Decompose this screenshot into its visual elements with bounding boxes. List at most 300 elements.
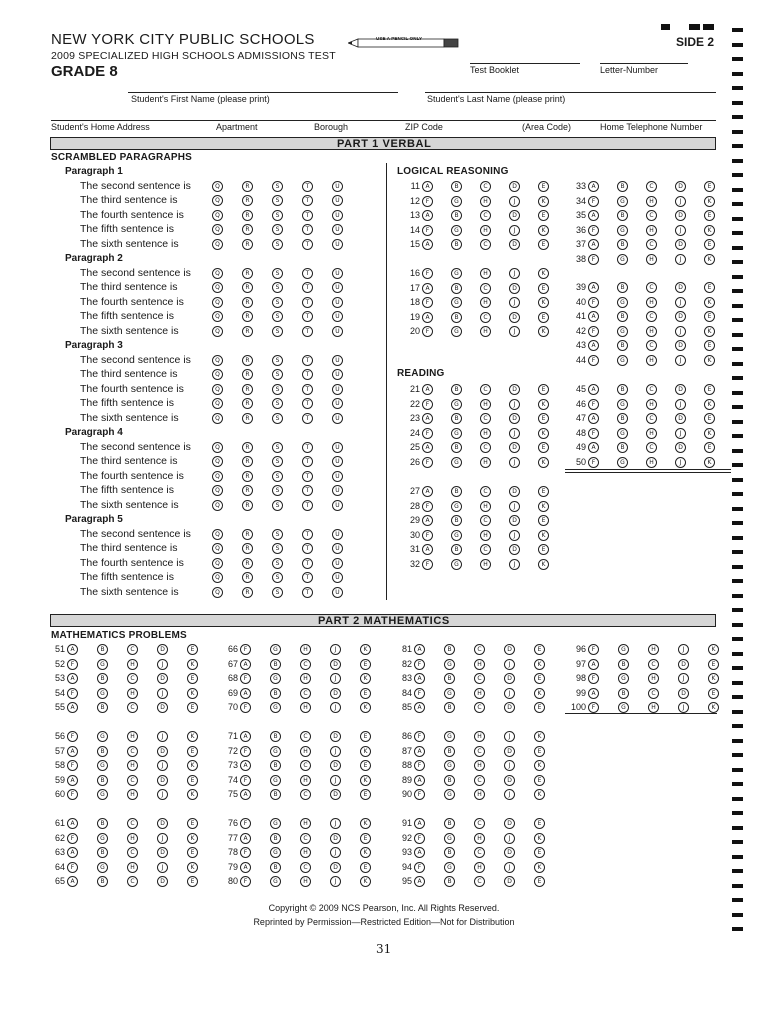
answer-bubble-b[interactable]: B bbox=[451, 486, 462, 497]
answer-bubble-f[interactable]: F bbox=[414, 789, 425, 800]
answer-bubble-h[interactable]: H bbox=[480, 530, 491, 541]
answer-bubble-e[interactable]: E bbox=[360, 789, 371, 800]
answer-bubble-h[interactable]: H bbox=[474, 731, 485, 742]
answer-bubble-k[interactable]: K bbox=[534, 688, 545, 699]
answer-bubble-f[interactable]: F bbox=[414, 731, 425, 742]
answer-bubble-g[interactable]: G bbox=[444, 760, 455, 771]
answer-bubble-g[interactable]: G bbox=[270, 818, 281, 829]
answer-bubble-d[interactable]: D bbox=[504, 818, 515, 829]
answer-bubble-c[interactable]: C bbox=[480, 486, 491, 497]
answer-bubble-q[interactable]: Q bbox=[212, 282, 223, 293]
answer-bubble-q[interactable]: Q bbox=[212, 398, 223, 409]
answer-bubble-h[interactable]: H bbox=[300, 673, 311, 684]
answer-bubble-g[interactable]: G bbox=[97, 862, 108, 873]
answer-bubble-f[interactable]: F bbox=[422, 297, 433, 308]
answer-bubble-a[interactable]: A bbox=[422, 486, 433, 497]
answer-bubble-d[interactable]: D bbox=[509, 239, 520, 250]
answer-bubble-c[interactable]: C bbox=[300, 760, 311, 771]
answer-bubble-q[interactable]: Q bbox=[212, 326, 223, 337]
answer-bubble-r[interactable]: R bbox=[242, 311, 253, 322]
answer-bubble-e[interactable]: E bbox=[534, 746, 545, 757]
answer-bubble-c[interactable]: C bbox=[474, 876, 485, 887]
answer-bubble-q[interactable]: Q bbox=[212, 369, 223, 380]
answer-bubble-t[interactable]: T bbox=[302, 282, 313, 293]
answer-bubble-e[interactable]: E bbox=[360, 731, 371, 742]
answer-bubble-u[interactable]: U bbox=[332, 485, 343, 496]
answer-bubble-k[interactable]: K bbox=[534, 731, 545, 742]
answer-bubble-d[interactable]: D bbox=[504, 775, 515, 786]
answer-bubble-t[interactable]: T bbox=[302, 456, 313, 467]
answer-bubble-c[interactable]: C bbox=[474, 847, 485, 858]
answer-bubble-e[interactable]: E bbox=[360, 760, 371, 771]
answer-bubble-f[interactable]: F bbox=[414, 688, 425, 699]
answer-bubble-d[interactable]: D bbox=[330, 833, 341, 844]
answer-bubble-d[interactable]: D bbox=[509, 181, 520, 192]
answer-bubble-a[interactable]: A bbox=[422, 413, 433, 424]
answer-bubble-a[interactable]: A bbox=[67, 702, 78, 713]
answer-bubble-u[interactable]: U bbox=[332, 398, 343, 409]
answer-bubble-j[interactable]: J bbox=[675, 254, 686, 265]
answer-bubble-e[interactable]: E bbox=[538, 239, 549, 250]
answer-bubble-g[interactable]: G bbox=[270, 644, 281, 655]
answer-bubble-e[interactable]: E bbox=[534, 847, 545, 858]
answer-bubble-k[interactable]: K bbox=[708, 644, 719, 655]
answer-bubble-h[interactable]: H bbox=[474, 862, 485, 873]
answer-bubble-a[interactable]: A bbox=[67, 746, 78, 757]
answer-bubble-e[interactable]: E bbox=[538, 283, 549, 294]
answer-bubble-t[interactable]: T bbox=[302, 297, 313, 308]
answer-bubble-g[interactable]: G bbox=[444, 789, 455, 800]
answer-bubble-h[interactable]: H bbox=[480, 196, 491, 207]
answer-bubble-h[interactable]: H bbox=[648, 702, 659, 713]
answer-bubble-e[interactable]: E bbox=[704, 442, 715, 453]
answer-bubble-g[interactable]: G bbox=[451, 225, 462, 236]
answer-bubble-s[interactable]: S bbox=[272, 282, 283, 293]
answer-bubble-d[interactable]: D bbox=[157, 702, 168, 713]
answer-bubble-a[interactable]: A bbox=[588, 442, 599, 453]
answer-bubble-u[interactable]: U bbox=[332, 384, 343, 395]
answer-bubble-f[interactable]: F bbox=[588, 399, 599, 410]
answer-bubble-d[interactable]: D bbox=[675, 282, 686, 293]
answer-bubble-j[interactable]: J bbox=[678, 644, 689, 655]
answer-bubble-r[interactable]: R bbox=[242, 181, 253, 192]
answer-bubble-f[interactable]: F bbox=[414, 760, 425, 771]
answer-bubble-e[interactable]: E bbox=[538, 486, 549, 497]
answer-bubble-t[interactable]: T bbox=[302, 326, 313, 337]
answer-bubble-h[interactable]: H bbox=[300, 876, 311, 887]
answer-bubble-j[interactable]: J bbox=[509, 297, 520, 308]
answer-bubble-j[interactable]: J bbox=[675, 196, 686, 207]
answer-bubble-k[interactable]: K bbox=[538, 559, 549, 570]
answer-bubble-d[interactable]: D bbox=[157, 775, 168, 786]
answer-bubble-g[interactable]: G bbox=[451, 196, 462, 207]
answer-bubble-b[interactable]: B bbox=[97, 876, 108, 887]
answer-bubble-k[interactable]: K bbox=[534, 789, 545, 800]
answer-bubble-t[interactable]: T bbox=[302, 471, 313, 482]
answer-bubble-d[interactable]: D bbox=[675, 210, 686, 221]
answer-bubble-s[interactable]: S bbox=[272, 384, 283, 395]
answer-bubble-e[interactable]: E bbox=[187, 673, 198, 684]
answer-bubble-e[interactable]: E bbox=[187, 847, 198, 858]
answer-bubble-j[interactable]: J bbox=[504, 731, 515, 742]
answer-bubble-t[interactable]: T bbox=[302, 369, 313, 380]
answer-bubble-c[interactable]: C bbox=[300, 789, 311, 800]
answer-bubble-c[interactable]: C bbox=[127, 818, 138, 829]
answer-bubble-c[interactable]: C bbox=[480, 515, 491, 526]
answer-bubble-f[interactable]: F bbox=[240, 876, 251, 887]
answer-bubble-d[interactable]: D bbox=[504, 644, 515, 655]
answer-bubble-b[interactable]: B bbox=[444, 644, 455, 655]
answer-bubble-a[interactable]: A bbox=[67, 818, 78, 829]
answer-bubble-a[interactable]: A bbox=[67, 673, 78, 684]
answer-bubble-h[interactable]: H bbox=[646, 225, 657, 236]
answer-bubble-a[interactable]: A bbox=[240, 659, 251, 670]
answer-bubble-c[interactable]: C bbox=[480, 384, 491, 395]
answer-bubble-s[interactable]: S bbox=[272, 543, 283, 554]
answer-bubble-t[interactable]: T bbox=[302, 398, 313, 409]
answer-bubble-r[interactable]: R bbox=[242, 195, 253, 206]
answer-bubble-q[interactable]: Q bbox=[212, 268, 223, 279]
answer-bubble-e[interactable]: E bbox=[704, 413, 715, 424]
answer-bubble-g[interactable]: G bbox=[97, 833, 108, 844]
answer-bubble-f[interactable]: F bbox=[67, 731, 78, 742]
answer-bubble-s[interactable]: S bbox=[272, 413, 283, 424]
answer-bubble-f[interactable]: F bbox=[588, 457, 599, 468]
answer-bubble-u[interactable]: U bbox=[332, 311, 343, 322]
answer-bubble-g[interactable]: G bbox=[444, 862, 455, 873]
answer-bubble-h[interactable]: H bbox=[646, 196, 657, 207]
answer-bubble-h[interactable]: H bbox=[474, 760, 485, 771]
answer-bubble-c[interactable]: C bbox=[480, 210, 491, 221]
answer-bubble-b[interactable]: B bbox=[451, 413, 462, 424]
answer-bubble-d[interactable]: D bbox=[157, 673, 168, 684]
answer-bubble-f[interactable]: F bbox=[422, 326, 433, 337]
answer-bubble-q[interactable]: Q bbox=[212, 210, 223, 221]
answer-bubble-g[interactable]: G bbox=[451, 326, 462, 337]
answer-bubble-c[interactable]: C bbox=[646, 384, 657, 395]
answer-bubble-g[interactable]: G bbox=[451, 559, 462, 570]
answer-bubble-k[interactable]: K bbox=[360, 702, 371, 713]
answer-bubble-d[interactable]: D bbox=[509, 515, 520, 526]
answer-bubble-h[interactable]: H bbox=[480, 399, 491, 410]
answer-bubble-g[interactable]: G bbox=[617, 196, 628, 207]
answer-bubble-c[interactable]: C bbox=[300, 833, 311, 844]
answer-bubble-a[interactable]: A bbox=[414, 775, 425, 786]
answer-bubble-f[interactable]: F bbox=[422, 399, 433, 410]
answer-bubble-k[interactable]: K bbox=[360, 818, 371, 829]
answer-bubble-a[interactable]: A bbox=[422, 312, 433, 323]
answer-bubble-e[interactable]: E bbox=[708, 659, 719, 670]
answer-bubble-k[interactable]: K bbox=[187, 659, 198, 670]
answer-bubble-b[interactable]: B bbox=[270, 833, 281, 844]
answer-bubble-u[interactable]: U bbox=[332, 297, 343, 308]
answer-bubble-q[interactable]: Q bbox=[212, 543, 223, 554]
answer-bubble-d[interactable]: D bbox=[509, 544, 520, 555]
answer-bubble-d[interactable]: D bbox=[504, 746, 515, 757]
answer-bubble-f[interactable]: F bbox=[240, 746, 251, 757]
answer-bubble-e[interactable]: E bbox=[704, 340, 715, 351]
answer-bubble-a[interactable]: A bbox=[240, 833, 251, 844]
answer-bubble-b[interactable]: B bbox=[97, 847, 108, 858]
answer-bubble-a[interactable]: A bbox=[588, 688, 599, 699]
answer-bubble-b[interactable]: B bbox=[451, 210, 462, 221]
answer-bubble-b[interactable]: B bbox=[444, 702, 455, 713]
answer-bubble-a[interactable]: A bbox=[240, 731, 251, 742]
answer-bubble-f[interactable]: F bbox=[240, 847, 251, 858]
answer-bubble-b[interactable]: B bbox=[451, 515, 462, 526]
answer-bubble-t[interactable]: T bbox=[302, 572, 313, 583]
answer-bubble-e[interactable]: E bbox=[534, 702, 545, 713]
answer-bubble-g[interactable]: G bbox=[97, 688, 108, 699]
answer-bubble-k[interactable]: K bbox=[360, 673, 371, 684]
answer-bubble-g[interactable]: G bbox=[618, 673, 629, 684]
answer-bubble-h[interactable]: H bbox=[474, 833, 485, 844]
answer-bubble-d[interactable]: D bbox=[509, 413, 520, 424]
answer-bubble-c[interactable]: C bbox=[648, 688, 659, 699]
answer-bubble-c[interactable]: C bbox=[480, 283, 491, 294]
answer-bubble-f[interactable]: F bbox=[67, 688, 78, 699]
answer-bubble-u[interactable]: U bbox=[332, 471, 343, 482]
answer-bubble-e[interactable]: E bbox=[538, 312, 549, 323]
answer-bubble-c[interactable]: C bbox=[480, 413, 491, 424]
answer-bubble-k[interactable]: K bbox=[187, 760, 198, 771]
answer-bubble-t[interactable]: T bbox=[302, 384, 313, 395]
answer-bubble-k[interactable]: K bbox=[360, 876, 371, 887]
answer-bubble-c[interactable]: C bbox=[127, 644, 138, 655]
answer-bubble-d[interactable]: D bbox=[504, 876, 515, 887]
answer-bubble-u[interactable]: U bbox=[332, 181, 343, 192]
answer-bubble-r[interactable]: R bbox=[242, 210, 253, 221]
answer-bubble-j[interactable]: J bbox=[157, 862, 168, 873]
answer-bubble-t[interactable]: T bbox=[302, 543, 313, 554]
answer-bubble-q[interactable]: Q bbox=[212, 195, 223, 206]
answer-bubble-e[interactable]: E bbox=[538, 544, 549, 555]
answer-bubble-f[interactable]: F bbox=[422, 196, 433, 207]
answer-bubble-u[interactable]: U bbox=[332, 456, 343, 467]
answer-bubble-j[interactable]: J bbox=[675, 399, 686, 410]
answer-bubble-e[interactable]: E bbox=[534, 644, 545, 655]
answer-bubble-f[interactable]: F bbox=[588, 225, 599, 236]
answer-bubble-c[interactable]: C bbox=[646, 413, 657, 424]
answer-bubble-u[interactable]: U bbox=[332, 369, 343, 380]
answer-bubble-g[interactable]: G bbox=[444, 731, 455, 742]
answer-bubble-d[interactable]: D bbox=[330, 659, 341, 670]
answer-bubble-s[interactable]: S bbox=[272, 326, 283, 337]
answer-bubble-j[interactable]: J bbox=[504, 688, 515, 699]
answer-bubble-b[interactable]: B bbox=[617, 311, 628, 322]
answer-bubble-j[interactable]: J bbox=[330, 847, 341, 858]
answer-bubble-d[interactable]: D bbox=[675, 442, 686, 453]
answer-bubble-j[interactable]: J bbox=[509, 268, 520, 279]
answer-bubble-b[interactable]: B bbox=[270, 862, 281, 873]
answer-bubble-c[interactable]: C bbox=[300, 862, 311, 873]
answer-bubble-a[interactable]: A bbox=[422, 384, 433, 395]
answer-bubble-j[interactable]: J bbox=[330, 702, 341, 713]
answer-bubble-c[interactable]: C bbox=[648, 659, 659, 670]
answer-bubble-b[interactable]: B bbox=[618, 688, 629, 699]
answer-bubble-s[interactable]: S bbox=[272, 471, 283, 482]
answer-bubble-j[interactable]: J bbox=[504, 789, 515, 800]
answer-bubble-t[interactable]: T bbox=[302, 413, 313, 424]
answer-bubble-t[interactable]: T bbox=[302, 442, 313, 453]
answer-bubble-k[interactable]: K bbox=[360, 775, 371, 786]
answer-bubble-s[interactable]: S bbox=[272, 181, 283, 192]
answer-bubble-d[interactable]: D bbox=[675, 413, 686, 424]
answer-bubble-s[interactable]: S bbox=[272, 268, 283, 279]
answer-bubble-b[interactable]: B bbox=[451, 442, 462, 453]
answer-bubble-f[interactable]: F bbox=[422, 457, 433, 468]
answer-bubble-s[interactable]: S bbox=[272, 442, 283, 453]
answer-bubble-b[interactable]: B bbox=[270, 688, 281, 699]
answer-bubble-k[interactable]: K bbox=[708, 673, 719, 684]
answer-bubble-k[interactable]: K bbox=[538, 457, 549, 468]
answer-bubble-h[interactable]: H bbox=[127, 789, 138, 800]
answer-bubble-q[interactable]: Q bbox=[212, 442, 223, 453]
answer-bubble-e[interactable]: E bbox=[538, 384, 549, 395]
answer-bubble-a[interactable]: A bbox=[414, 818, 425, 829]
answer-bubble-f[interactable]: F bbox=[67, 862, 78, 873]
answer-bubble-j[interactable]: J bbox=[509, 196, 520, 207]
answer-bubble-a[interactable]: A bbox=[422, 239, 433, 250]
answer-bubble-s[interactable]: S bbox=[272, 587, 283, 598]
answer-bubble-c[interactable]: C bbox=[127, 876, 138, 887]
answer-bubble-j[interactable]: J bbox=[330, 876, 341, 887]
answer-bubble-j[interactable]: J bbox=[330, 746, 341, 757]
answer-bubble-b[interactable]: B bbox=[444, 818, 455, 829]
answer-bubble-b[interactable]: B bbox=[444, 775, 455, 786]
answer-bubble-f[interactable]: F bbox=[422, 268, 433, 279]
answer-bubble-a[interactable]: A bbox=[414, 847, 425, 858]
answer-bubble-h[interactable]: H bbox=[480, 225, 491, 236]
answer-bubble-a[interactable]: A bbox=[240, 688, 251, 699]
answer-bubble-j[interactable]: J bbox=[504, 833, 515, 844]
answer-bubble-e[interactable]: E bbox=[187, 818, 198, 829]
answer-bubble-d[interactable]: D bbox=[330, 862, 341, 873]
answer-bubble-c[interactable]: C bbox=[646, 239, 657, 250]
answer-bubble-s[interactable]: S bbox=[272, 297, 283, 308]
answer-bubble-t[interactable]: T bbox=[302, 210, 313, 221]
answer-bubble-c[interactable]: C bbox=[300, 731, 311, 742]
answer-bubble-e[interactable]: E bbox=[187, 876, 198, 887]
answer-bubble-q[interactable]: Q bbox=[212, 311, 223, 322]
answer-bubble-c[interactable]: C bbox=[480, 181, 491, 192]
answer-bubble-s[interactable]: S bbox=[272, 239, 283, 250]
answer-bubble-a[interactable]: A bbox=[240, 760, 251, 771]
answer-bubble-g[interactable]: G bbox=[617, 355, 628, 366]
answer-bubble-j[interactable]: J bbox=[675, 355, 686, 366]
answer-bubble-k[interactable]: K bbox=[360, 644, 371, 655]
answer-bubble-j[interactable]: J bbox=[509, 559, 520, 570]
answer-bubble-k[interactable]: K bbox=[538, 196, 549, 207]
answer-bubble-j[interactable]: J bbox=[509, 501, 520, 512]
answer-bubble-u[interactable]: U bbox=[332, 529, 343, 540]
answer-bubble-j[interactable]: J bbox=[675, 457, 686, 468]
answer-bubble-e[interactable]: E bbox=[534, 673, 545, 684]
answer-bubble-k[interactable]: K bbox=[704, 297, 715, 308]
answer-bubble-j[interactable]: J bbox=[509, 457, 520, 468]
answer-bubble-j[interactable]: J bbox=[509, 428, 520, 439]
answer-bubble-q[interactable]: Q bbox=[212, 181, 223, 192]
answer-bubble-e[interactable]: E bbox=[538, 515, 549, 526]
answer-bubble-g[interactable]: G bbox=[617, 326, 628, 337]
answer-bubble-k[interactable]: K bbox=[704, 355, 715, 366]
answer-bubble-k[interactable]: K bbox=[704, 254, 715, 265]
answer-bubble-k[interactable]: K bbox=[538, 399, 549, 410]
answer-bubble-r[interactable]: R bbox=[242, 572, 253, 583]
answer-bubble-h[interactable]: H bbox=[474, 688, 485, 699]
answer-bubble-b[interactable]: B bbox=[451, 239, 462, 250]
answer-bubble-t[interactable]: T bbox=[302, 587, 313, 598]
answer-bubble-a[interactable]: A bbox=[240, 789, 251, 800]
answer-bubble-j[interactable]: J bbox=[157, 833, 168, 844]
answer-bubble-g[interactable]: G bbox=[617, 399, 628, 410]
answer-bubble-r[interactable]: R bbox=[242, 587, 253, 598]
answer-bubble-u[interactable]: U bbox=[332, 355, 343, 366]
answer-bubble-e[interactable]: E bbox=[360, 688, 371, 699]
answer-bubble-k[interactable]: K bbox=[704, 457, 715, 468]
answer-bubble-t[interactable]: T bbox=[302, 485, 313, 496]
answer-bubble-h[interactable]: H bbox=[127, 731, 138, 742]
answer-bubble-a[interactable]: A bbox=[67, 775, 78, 786]
answer-bubble-d[interactable]: D bbox=[509, 442, 520, 453]
answer-bubble-c[interactable]: C bbox=[474, 673, 485, 684]
answer-bubble-d[interactable]: D bbox=[330, 760, 341, 771]
answer-bubble-g[interactable]: G bbox=[270, 876, 281, 887]
answer-bubble-a[interactable]: A bbox=[588, 384, 599, 395]
answer-bubble-u[interactable]: U bbox=[332, 282, 343, 293]
answer-bubble-f[interactable]: F bbox=[588, 673, 599, 684]
answer-bubble-d[interactable]: D bbox=[678, 659, 689, 670]
answer-bubble-h[interactable]: H bbox=[648, 644, 659, 655]
answer-bubble-e[interactable]: E bbox=[187, 702, 198, 713]
answer-bubble-b[interactable]: B bbox=[451, 384, 462, 395]
answer-bubble-a[interactable]: A bbox=[588, 659, 599, 670]
answer-bubble-u[interactable]: U bbox=[332, 500, 343, 511]
answer-bubble-k[interactable]: K bbox=[704, 399, 715, 410]
answer-bubble-d[interactable]: D bbox=[504, 673, 515, 684]
answer-bubble-b[interactable]: B bbox=[444, 673, 455, 684]
answer-bubble-e[interactable]: E bbox=[534, 876, 545, 887]
answer-bubble-b[interactable]: B bbox=[617, 384, 628, 395]
answer-bubble-t[interactable]: T bbox=[302, 268, 313, 279]
answer-bubble-c[interactable]: C bbox=[474, 702, 485, 713]
answer-bubble-f[interactable]: F bbox=[422, 225, 433, 236]
answer-bubble-k[interactable]: K bbox=[360, 847, 371, 858]
answer-bubble-q[interactable]: Q bbox=[212, 355, 223, 366]
answer-bubble-k[interactable]: K bbox=[187, 789, 198, 800]
answer-bubble-k[interactable]: K bbox=[187, 862, 198, 873]
answer-bubble-b[interactable]: B bbox=[270, 659, 281, 670]
answer-bubble-d[interactable]: D bbox=[157, 746, 168, 757]
answer-bubble-a[interactable]: A bbox=[414, 644, 425, 655]
answer-bubble-h[interactable]: H bbox=[474, 789, 485, 800]
answer-bubble-j[interactable]: J bbox=[157, 731, 168, 742]
answer-bubble-c[interactable]: C bbox=[300, 659, 311, 670]
answer-bubble-g[interactable]: G bbox=[270, 775, 281, 786]
answer-bubble-e[interactable]: E bbox=[360, 833, 371, 844]
answer-bubble-h[interactable]: H bbox=[300, 775, 311, 786]
answer-bubble-g[interactable]: G bbox=[451, 399, 462, 410]
answer-bubble-s[interactable]: S bbox=[272, 369, 283, 380]
answer-bubble-f[interactable]: F bbox=[67, 833, 78, 844]
answer-bubble-c[interactable]: C bbox=[474, 644, 485, 655]
answer-bubble-h[interactable]: H bbox=[646, 254, 657, 265]
answer-bubble-d[interactable]: D bbox=[157, 818, 168, 829]
answer-bubble-f[interactable]: F bbox=[67, 760, 78, 771]
answer-bubble-r[interactable]: R bbox=[242, 442, 253, 453]
answer-bubble-h[interactable]: H bbox=[300, 746, 311, 757]
answer-bubble-c[interactable]: C bbox=[480, 442, 491, 453]
